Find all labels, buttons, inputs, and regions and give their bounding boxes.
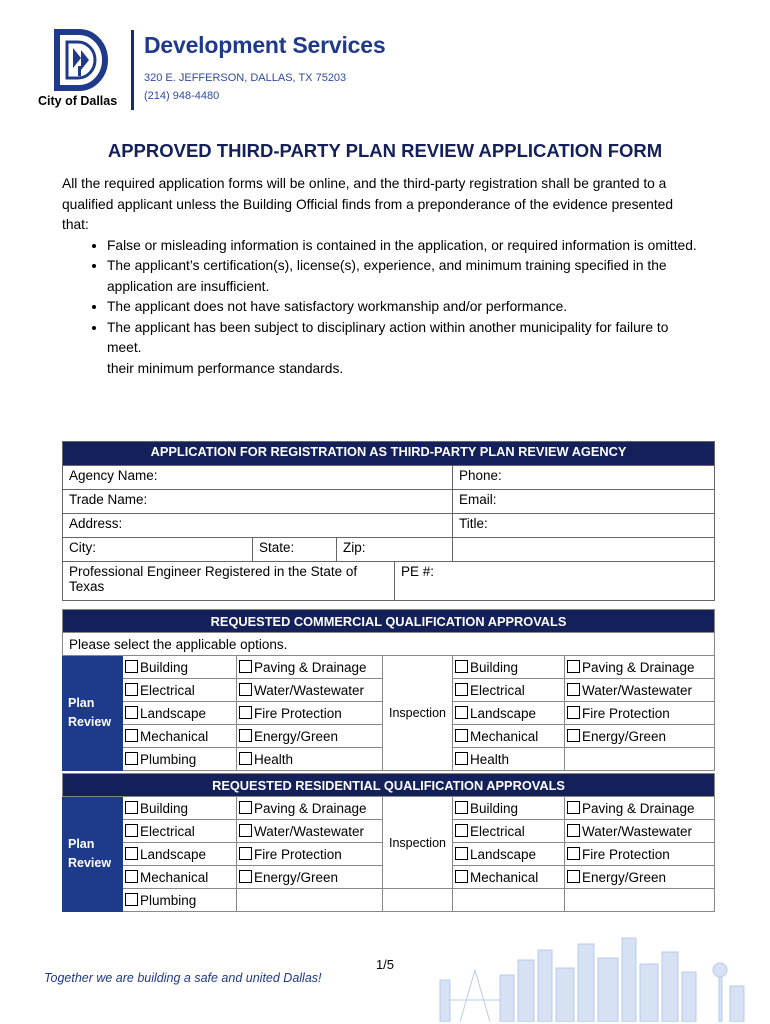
residential-plan-energy-checkbox[interactable]: Energy/Green (237, 866, 383, 889)
commercial-insp-landscape-checkbox[interactable]: Landscape (453, 702, 565, 725)
commercial-plan-fire-checkbox[interactable]: Fire Protection (237, 702, 383, 725)
trade-name-field[interactable]: Trade Name: (63, 490, 453, 514)
residential-insp-fire-checkbox[interactable]: Fire Protection (565, 843, 715, 866)
logo-city-text: City of Dallas (38, 94, 118, 108)
blank-cell (453, 889, 565, 912)
pe-number-field[interactable]: PE #: (395, 562, 715, 601)
pe-registration-text: Professional Engineer Registered in the State of Texas (63, 562, 395, 601)
criteria-item: • The applicant does not have satisfactory workmanship and/or performance. (107, 297, 702, 318)
residential-insp-building-checkbox[interactable]: Building (453, 797, 565, 820)
residential-insp-paving-checkbox[interactable]: Paving & Drainage (565, 797, 715, 820)
phone-field[interactable]: Phone: (453, 466, 715, 490)
residential-insp-electrical-checkbox[interactable]: Electrical (453, 820, 565, 843)
commercial-plan-health-checkbox[interactable]: Health (237, 748, 383, 771)
commercial-plan-plumbing-checkbox[interactable]: Plumbing (123, 748, 237, 771)
commercial-insp-fire-checkbox[interactable]: Fire Protection (565, 702, 715, 725)
residential-approvals-table (62, 773, 715, 912)
commercial-insp-electrical-checkbox[interactable]: Electrical (453, 679, 565, 702)
residential-plan-landscape-checkbox[interactable]: Landscape (123, 843, 237, 866)
blank-cell (453, 538, 715, 562)
residential-insp-mechanical-checkbox[interactable]: Mechanical (453, 866, 565, 889)
residential-insp-water-checkbox[interactable]: Water/Wastewater (565, 820, 715, 843)
commercial-plan-electrical-checkbox[interactable]: Electrical (123, 679, 237, 702)
commercial-approvals-table (62, 609, 715, 771)
intro-section (62, 174, 702, 379)
criteria-item: • False or misleading information is contained in the application, or required information is omitted. (107, 236, 702, 257)
registration-table (62, 441, 715, 601)
residential-plan-electrical-checkbox[interactable]: Electrical (123, 820, 237, 843)
address-field[interactable]: Address: (63, 514, 453, 538)
email-field[interactable]: Email: (453, 490, 715, 514)
commercial-plan-review-label: Plan Review (63, 656, 123, 771)
form-title: APPROVED THIRD-PARTY PLAN REVIEW APPLICATION FORM (107, 140, 663, 161)
commercial-insp-health-checkbox[interactable]: Health (453, 748, 565, 771)
residential-plan-water-checkbox[interactable]: Water/Wastewater (237, 820, 383, 843)
criteria-item: • The applicant has been subject to disciplinary action within another municipality for failure to meet. (107, 318, 702, 359)
city-of-dallas-logo (38, 28, 130, 114)
residential-inspection-label: Inspection (383, 797, 453, 889)
commercial-plan-landscape-checkbox[interactable]: Landscape (123, 702, 237, 725)
criteria-item: • The applicant’s certification(s), license(s), experience, and minimum training specified in the application are insufficient. (107, 256, 702, 297)
department-address: 320 E. JEFFERSON, DALLAS, TX 75203 (144, 72, 347, 84)
commercial-insp-energy-checkbox[interactable]: Energy/Green (565, 725, 715, 748)
dallas-skyline-icon (430, 930, 760, 1022)
department-phone: (214) 948-4480 (144, 90, 220, 102)
blank-cell (383, 889, 453, 912)
letterhead (38, 28, 518, 114)
residential-insp-energy-checkbox[interactable]: Energy/Green (565, 866, 715, 889)
commercial-plan-energy-checkbox[interactable]: Energy/Green (237, 725, 383, 748)
department-name: Development Services (144, 32, 386, 58)
commercial-insp-paving-checkbox[interactable]: Paving & Drainage (565, 656, 715, 679)
city-field[interactable]: City: (63, 538, 253, 562)
residential-heading: REQUESTED RESIDENTIAL QUALIFICATION APPROVALS (63, 774, 715, 797)
commercial-plan-water-checkbox[interactable]: Water/Wastewater (237, 679, 383, 702)
residential-plan-fire-checkbox[interactable]: Fire Protection (237, 843, 383, 866)
commercial-insp-water-checkbox[interactable]: Water/Wastewater (565, 679, 715, 702)
footer-tagline: Together we are building a safe and united Dallas! (44, 971, 322, 985)
blank-cell (237, 889, 383, 912)
intro-trailing-text: their minimum performance standards. (107, 360, 344, 376)
zip-field[interactable]: Zip: (337, 538, 453, 562)
agency-name-field[interactable]: Agency Name: (63, 466, 453, 490)
header-divider (131, 30, 134, 110)
residential-plan-paving-checkbox[interactable]: Paving & Drainage (237, 797, 383, 820)
residential-plan-building-checkbox[interactable]: Building (123, 797, 237, 820)
criteria-list (62, 236, 702, 359)
commercial-heading: REQUESTED COMMERCIAL QUALIFICATION APPROVALS (63, 610, 715, 633)
commercial-plan-paving-checkbox[interactable]: Paving & Drainage (237, 656, 383, 679)
page-number: 1/5 (375, 957, 395, 972)
commercial-inspection-label: Inspection (383, 656, 453, 771)
blank-cell (565, 748, 715, 771)
registration-heading: APPLICATION FOR REGISTRATION AS THIRD-PARTY PLAN REVIEW AGENCY (63, 442, 715, 466)
blank-cell (565, 889, 715, 912)
title-field[interactable]: Title: (453, 514, 715, 538)
intro-paragraph: All the required application forms will be online, and the third-party registration shall be granted to a qualified applicant unless the Building Official finds from a preponderance of the evidence presented that: (62, 176, 674, 232)
residential-plan-review-label: Plan Review (63, 797, 123, 912)
commercial-insp-building-checkbox[interactable]: Building (453, 656, 565, 679)
commercial-insp-mechanical-checkbox[interactable]: Mechanical (453, 725, 565, 748)
state-field[interactable]: State: (253, 538, 337, 562)
commercial-instructions: Please select the applicable options. (63, 633, 715, 656)
residential-insp-landscape-checkbox[interactable]: Landscape (453, 843, 565, 866)
residential-plan-plumbing-checkbox[interactable]: Plumbing (123, 889, 237, 912)
residential-plan-mechanical-checkbox[interactable]: Mechanical (123, 866, 237, 889)
dallas-d-logo-icon (51, 28, 113, 92)
commercial-plan-mechanical-checkbox[interactable]: Mechanical (123, 725, 237, 748)
commercial-plan-building-checkbox[interactable]: Building (123, 656, 237, 679)
